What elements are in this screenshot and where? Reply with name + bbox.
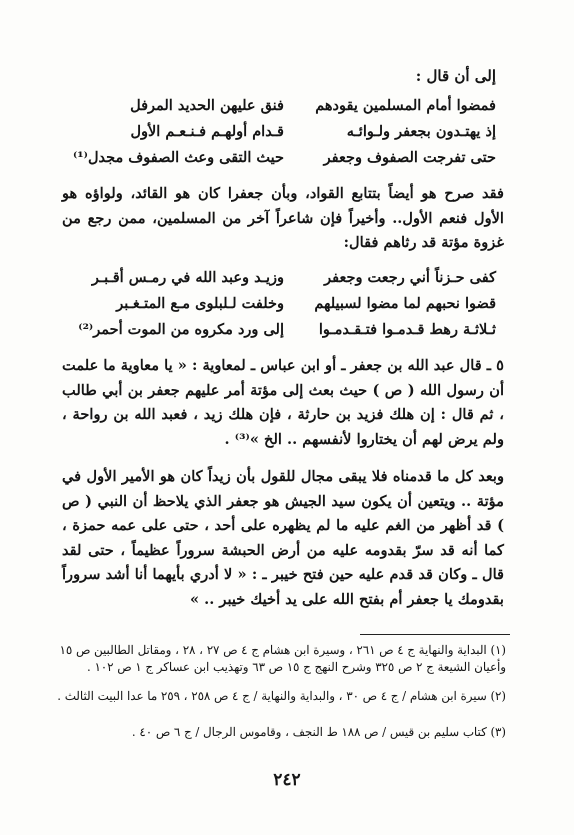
verse-2-second-hemistich: قـدام أولهـم فـنـعـم الأول — [130, 123, 284, 140]
section-heading: إلى أن قال : — [415, 67, 496, 85]
verse-1-first-hemistich: فمضوا أمام المسلمين يقودهم — [315, 97, 496, 114]
verse-3-second-hemistich: حيث التقى وعث الصفوف مجدل⁽¹⁾ — [72, 149, 284, 166]
page-number: ٢٤٢ — [273, 770, 301, 790]
verse-4-first-hemistich: كفى حـزناً أني رجعت وجعفر — [324, 269, 496, 286]
footnote-3: (٣) كتاب سليم بن قيس / ص ١٨٨ ط النجف ، وقاموس الرجال / ج ٦ ص ٤٠ . — [131, 725, 506, 739]
footnote-1: (١) البداية والنهاية ج ٤ ص ٢٦١ ، وسيرة ابن هشام ج ٤ ص ٢٧ ، ٢٨ ، ومقاتل الطالبين ص ١٥ وأعيان الشيعة ج ٢ ص ٣٢٥ وشرح النهج ج ١٥ ص ٦٣ وتهذيب ابن عساكر ج ١ ص ١٠٢ . — [59, 643, 506, 674]
verse-4-second-hemistich: وزيـد وعبد الله في رمـس أقـبـر — [91, 269, 284, 286]
footnote-2: (٢) سيرة ابن هشام / ج ٤ ص ٣٠ ، والبداية والنهاية / ج ٤ ص ٢٥٨ ، ٢٥٩ ما عدا البيت الثالث . — [57, 689, 506, 703]
verse-5-second-hemistich: وخلفت لـلبلوى مـع المتـغـبر — [116, 295, 284, 312]
paragraph-1: فقد صرح هو أيضاً بتتابع القواد، وبأن جعفرا كان هو القائد، ولواؤه هو الأول فنعم الأول.. وأخيراً فإن شاعراً آخر من المسلمين، ممن رجع من غزوة مؤتة قد رثاهم فقال: — [62, 185, 504, 251]
verse-1-second-hemistich: فنق عليهن الحديد المرفل — [130, 97, 284, 114]
verse-5-first-hemistich: قضوا نحبهم لما مضوا لسبيلهم — [314, 295, 496, 312]
paragraph-2: ٥ ـ قال عبد الله بن جعفر ـ أو ابن عباس ـ لمعاوية : « يا معاوية ما علمت أن رسول الله ( ص ) حيث بعث إلى مؤتة أمر عليهم جعفر بن أبي طالب ، ثم قال : إن هلك فزيد بن حارثة ، فإن هلك زيد ، فعبد الله بن رواحة ، ولم يرض لهم أن يختاروا لأنفسهم .. الخ »⁽³⁾ . — [62, 357, 504, 448]
paragraph-3: وبعد كل ما قدمناه فلا يبقى مجال للقول بأن زيداً كان هو الأمير الأول في مؤتة .. ويتعين أن يكون سيد الجيش هو جعفر الذي يلاحظ أن النبي ( ص ) قد أظهر من الغم عليه ما لم يظهره على أحد ، حتى على عمه حمزة ، كما أنه قد سرّ بقدومه عليه من أرض الحبشة سروراً عظيماً ، حتى لقد قال ـ وكان قد قدم عليه حين فتح خيبر ـ : « لا أدري بأيهما أنا أشد سروراً بقدومك يا جعفر أم بفتح الله على يد أخيك خيبر .. » — [62, 468, 504, 608]
verse-6-first-hemistich: ثـلاثـة رهط قـدمـوا فتـقـدمـوا — [318, 321, 496, 338]
verse-6-second-hemistich: إلى ورد مكروه من الموت أحمر⁽²⁾ — [78, 321, 284, 338]
footnote-divider — [360, 634, 510, 635]
verse-2-first-hemistich: إذ يهتـدون بجعفر ولـوائـه — [346, 123, 496, 140]
verse-3-first-hemistich: حتى تفرجت الصفوف وجعفر — [323, 149, 496, 166]
